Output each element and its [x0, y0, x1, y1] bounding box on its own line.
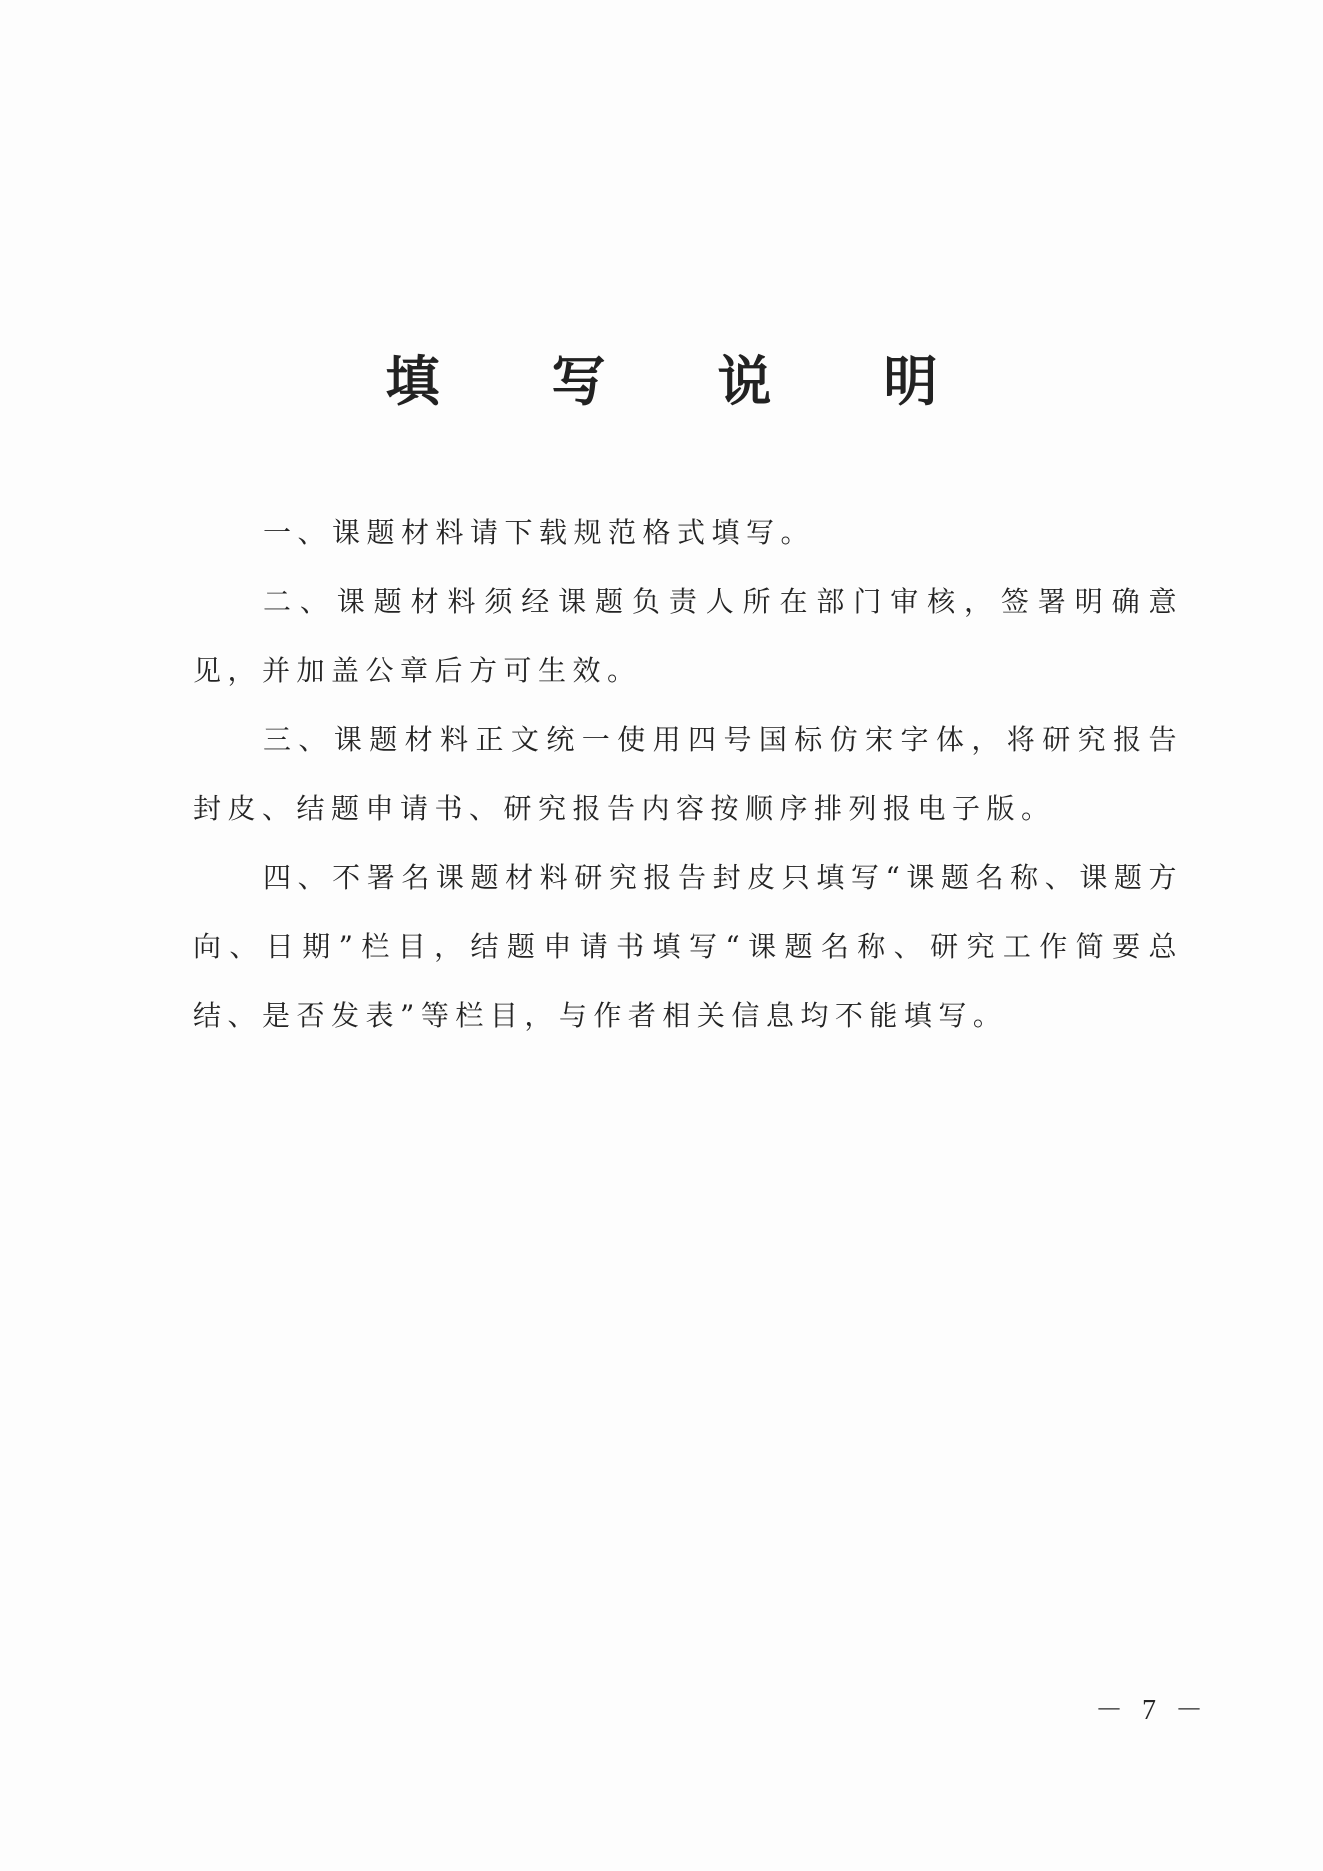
instruction-item-4: 四、不署名课题材料研究报告封皮只填写“课题名称、课题方向、日期”栏目，结题申请书填写“课题名称、研究工作简要总结、是否发表”等栏目，与作者相关信息均不能填写。: [193, 861, 1183, 1032]
instruction-item-1: 一、课题材料请下载规范格式填写。: [263, 516, 816, 549]
instructions-body: [193, 498, 1183, 1050]
page-title: 填写说明: [385, 349, 1050, 414]
page-number: － 7 －: [1095, 1695, 1210, 1726]
instruction-item-3: 三、课题材料正文统一使用四号国标仿宋字体，将研究报告封皮、结题申请书、研究报告内容按顺序排列报电子版。: [193, 723, 1183, 825]
instruction-item-2: 二、课题材料须经课题负责人所在部门审核，签署明确意见，并加盖公章后方可生效。: [193, 585, 1183, 687]
